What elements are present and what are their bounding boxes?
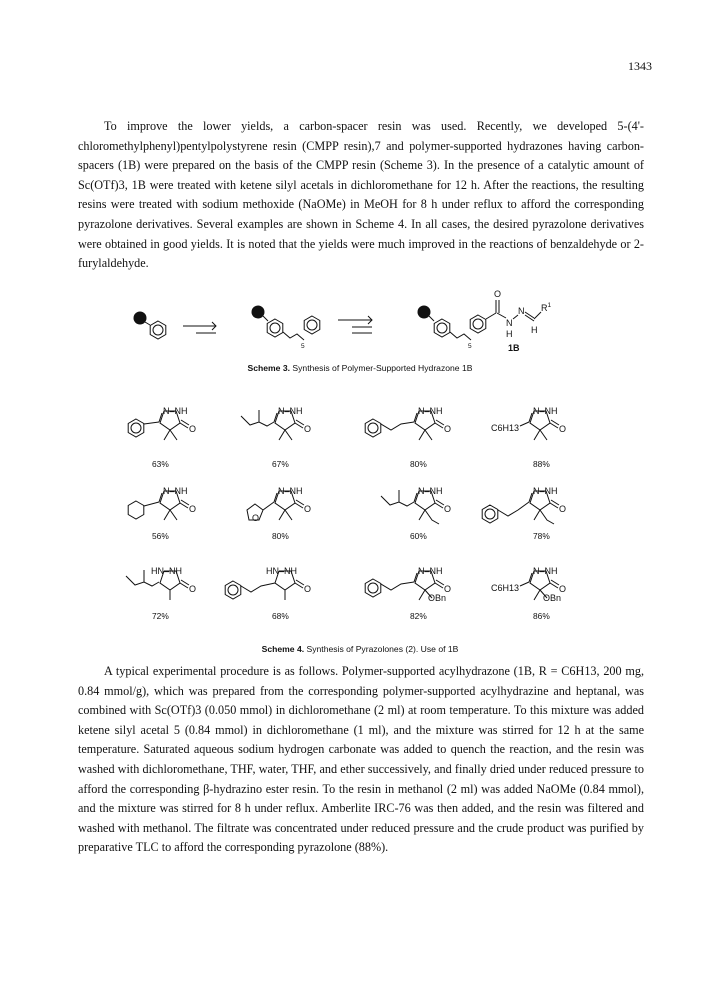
yield-label: 60% [410, 531, 427, 541]
yield-label: 63% [152, 459, 169, 469]
hnnh-label: HN–NH [151, 566, 183, 576]
nh-label: N–NH [163, 486, 188, 496]
nh-label: N–NH [418, 486, 443, 496]
yield-label: 80% [272, 531, 289, 541]
nh-label: N–NH [278, 406, 303, 416]
yield-label: 82% [410, 611, 427, 621]
nh-label: N–NH [533, 486, 558, 496]
oxygen-label: O [304, 424, 312, 434]
obn-label: OBn [543, 593, 562, 603]
scheme4-caption-text: Synthesis of Pyrazolones (2). Use of 1B [306, 644, 459, 654]
yield-label: 88% [533, 459, 550, 469]
nitrogen-label: N [518, 306, 525, 316]
scheme3-graphic [134, 289, 552, 353]
oxygen-label: O [559, 504, 567, 514]
oxygen-label: O [444, 504, 452, 514]
r1-label: $R^1$ [541, 302, 552, 313]
yield-label: 56% [152, 531, 169, 541]
yield-label: 80% [410, 459, 427, 469]
scheme4-caption-label: Scheme 4. [261, 644, 305, 654]
oxygen-label: O [559, 424, 567, 434]
page-number: 1343 [628, 59, 652, 73]
body-paragraph-1: To improve the lower yields, a carbon-spacer resin was used. Recently, we developed 5-(4'-chloromethylphenyl)pentylpolystyrene resin (CMPP resin),7 and polymer-supported hydrazones having carbon-spacers (1B) were prepared on the basis of the CMPP resin (Scheme 3). In the presence of a catalytic amount of Sc(OTf)3, 1B were treated with ketene silyl acetals in dichloromethane for 12 h. After the reactions, the resulting resins were treated with sodium methoxide (NaOMe) in MeOH for 8 h under reflux to afford the corresponding pyrazolone derivatives. Several examples are shown in Scheme 4. In all cases, the desired pyrazolone derivatives were obtained in good yields. It is noted that the yields were much improved in the reactions of benzaldehyde or 2-furylaldehyde. [78, 119, 644, 271]
oxygen-label: O [444, 424, 452, 434]
oxygen-label: O [189, 424, 197, 434]
oxygen-label: O [189, 504, 197, 514]
body-paragraph-2: A typical experimental procedure is as follows. Polymer-supported acylhydrazone (1B, R = C6H13, 200 mg, 0.84 mmol/g), which was prepared from the corresponding polymer-supported acylhydrazine and heptanal, was combined with Sc(OTf)3 (0.050 mmol) in dichloromethane (2 ml) at room temperature. To this mixture was added ketene silyl acetal 5 (0.84 mmol) in dichloromethane (1 ml), and the mixture was stirred for 12 h at the same temperature. Saturated aqueous sodium hydrogen carbonate was added to quench the reaction, and the resin was washed with dichloromethane, THF, water, THF, and ether successively, and finally dried under reduced pressure to afford the corresponding β-hydrazino ester resin. To the resin in methanol (2 ml) was added NaOMe (0.84 mmol), and the mixture was stirred for 8 h under reflux. Amberlite IRC-76 was then added, and the resin was filtered and washed with methanol. The filtrate was concentrated under reduced pressure and the crude product was purified by preparative TLC to afford the corresponding pyrazolone (88%). [78, 664, 644, 855]
hexyl-label: C6H13 [491, 423, 520, 433]
nh-label: N–NH [278, 486, 303, 496]
resin-bead-icon [252, 306, 265, 319]
yield-label: 68% [272, 611, 289, 621]
scheme4-caption [0, 644, 720, 654]
scheme3-caption-text: Synthesis of Polymer-Supported Hydrazone 1B [292, 363, 473, 373]
scheme3-caption-label: Scheme 3. [247, 363, 291, 373]
resin-bead-icon [418, 306, 431, 319]
nh-label: N–NH [418, 406, 443, 416]
obn-label: OBn [428, 593, 447, 603]
oxygen-label: O [189, 584, 197, 594]
hydrogen-label: H [506, 329, 513, 339]
yield-label: 67% [272, 459, 289, 469]
oxygen-label: O [494, 289, 502, 299]
nh-label: N–NH [163, 406, 188, 416]
oxygen-label: O [444, 584, 452, 594]
yield-label: 78% [533, 531, 550, 541]
nitrogen-label: N [506, 318, 513, 328]
oxygen-label: O [559, 584, 567, 594]
nh-label: N–NH [533, 566, 558, 576]
nh-label: N–NH [418, 566, 443, 576]
furan-oxygen-label: O [252, 513, 260, 523]
hydrogen-label: H [531, 325, 538, 335]
scheme3-caption [0, 363, 720, 373]
yield-label: 72% [152, 611, 169, 621]
oxygen-label: O [304, 584, 312, 594]
nh-label: N–NH [533, 406, 558, 416]
hnnh-label: HN–NH [266, 566, 298, 576]
spacer-subscript: 5 [301, 343, 305, 350]
compound-label-1b: 1B [508, 343, 520, 353]
oxygen-label: O [304, 504, 312, 514]
spacer-subscript: 5 [468, 343, 472, 350]
resin-bead-icon [134, 312, 147, 325]
yield-label: 86% [533, 611, 550, 621]
hexyl-label: C6H13 [491, 583, 520, 593]
